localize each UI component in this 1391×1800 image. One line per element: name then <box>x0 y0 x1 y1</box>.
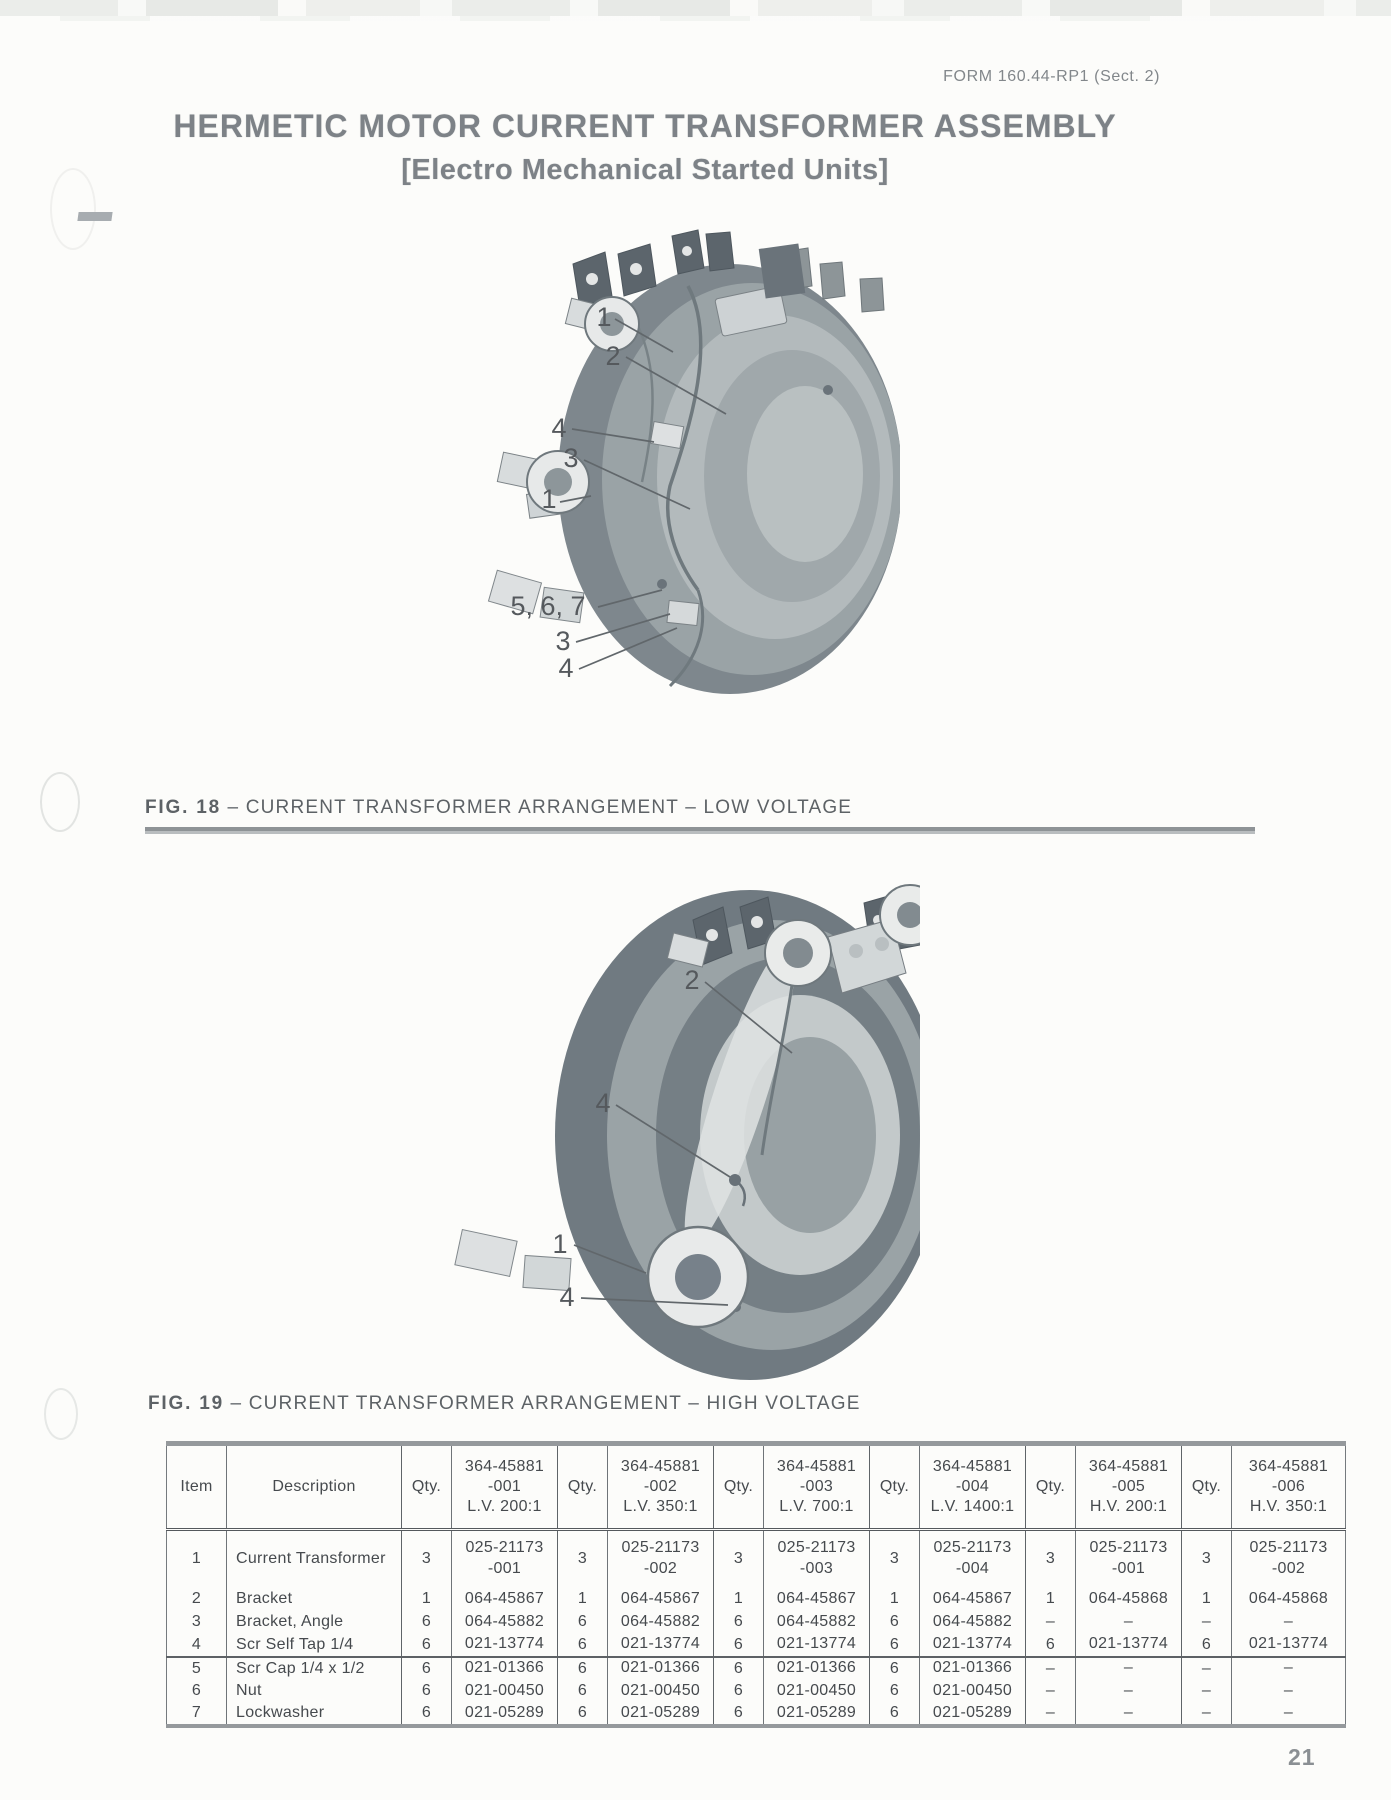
item-cell: 4 <box>191 1635 202 1653</box>
callout-label: 5, 6, 7 <box>510 591 586 621</box>
qty-cell: 1 <box>714 1588 764 1611</box>
col-header-model: 364-45881 -004 L.V. 1400:1 <box>920 1444 1026 1530</box>
part-number-cell: 025-21173 -002 <box>1232 1530 1346 1588</box>
qty-cell: – <box>1026 1611 1076 1634</box>
part-number-cell: 025-21173 -004 <box>920 1530 1026 1588</box>
col-header-model: 364-45881 -001 L.V. 200:1 <box>452 1444 558 1530</box>
item-cell: 6 <box>191 1682 202 1699</box>
col-header-qty: Qty. <box>1026 1444 1076 1530</box>
part-number-cell: 064-45867 <box>920 1588 1026 1611</box>
qty-cell: – <box>1026 1680 1076 1703</box>
qty-cell: 6 <box>402 1657 452 1680</box>
callout-label: 4 <box>551 413 567 443</box>
callout-label: 1 <box>541 484 557 514</box>
qty-cell: – <box>1182 1657 1232 1680</box>
qty-cell: 6 <box>402 1611 452 1634</box>
qty-cell: 6 <box>402 1634 452 1657</box>
part-number-cell: – <box>1232 1703 1346 1726</box>
qty-cell: 1 <box>558 1588 608 1611</box>
part-number-cell: – <box>1232 1680 1346 1703</box>
qty-cell: 6 <box>870 1657 920 1680</box>
qty-cell: 6 <box>558 1680 608 1703</box>
qty-cell: 3 <box>402 1530 452 1588</box>
table-row <box>167 1634 1346 1657</box>
figure-18-label: FIG. 18 <box>145 797 221 818</box>
part-number-cell: 021-01366 <box>764 1657 870 1680</box>
figure-19-caption <box>148 1393 861 1415</box>
part-number-cell: 021-13774 <box>608 1634 714 1657</box>
col-header-qty: Qty. <box>1182 1444 1232 1530</box>
qty-cell: 1 <box>1182 1588 1232 1611</box>
qty-cell: 1 <box>1026 1588 1076 1611</box>
page-number: 21 <box>1288 1744 1316 1770</box>
col-header-item: Item <box>167 1444 227 1530</box>
description-cell: Nut <box>227 1680 402 1703</box>
part-number-cell: 064-45867 <box>608 1588 714 1611</box>
figure-18-illustration <box>430 224 900 694</box>
part-number-cell: 021-13774 <box>452 1634 558 1657</box>
table-row <box>167 1588 1346 1611</box>
part-number-cell: 025-21173 -003 <box>764 1530 870 1588</box>
col-header-qty: Qty. <box>402 1444 452 1530</box>
part-number-cell: 021-01366 <box>920 1657 1026 1680</box>
part-number-cell: 021-00450 <box>764 1680 870 1703</box>
col-header-qty: Qty. <box>870 1444 920 1530</box>
col-header-model: 364-45881 -002 L.V. 350:1 <box>608 1444 714 1530</box>
callout-label: 1 <box>596 302 612 332</box>
part-number-cell: – <box>1076 1703 1182 1726</box>
col-header-qty: Qty. <box>714 1444 764 1530</box>
part-number-cell: 021-00450 <box>452 1680 558 1703</box>
qty-cell: 6 <box>714 1634 764 1657</box>
part-number-cell: 064-45868 <box>1076 1588 1182 1611</box>
title-block <box>150 108 1140 187</box>
table-row <box>167 1657 1346 1680</box>
figure-19-illustration <box>440 845 920 1385</box>
parts-table <box>166 1441 1346 1728</box>
part-number-cell: 021-00450 <box>608 1680 714 1703</box>
figure-18-caption <box>145 797 852 819</box>
part-number-cell: 064-45867 <box>452 1588 558 1611</box>
qty-cell: 6 <box>714 1657 764 1680</box>
parts-table-body <box>167 1530 1346 1726</box>
part-number-cell: – <box>1076 1611 1182 1634</box>
part-number-cell: 021-01366 <box>608 1657 714 1680</box>
qty-cell: – <box>1026 1703 1076 1726</box>
table-row <box>167 1611 1346 1634</box>
item-cell: 2 <box>191 1590 202 1607</box>
description-cell: Bracket <box>227 1588 402 1611</box>
part-number-cell: – <box>1076 1680 1182 1703</box>
callout-label: 2 <box>605 341 621 371</box>
col-header-description: Description <box>227 1444 402 1530</box>
callout-label: 1 <box>552 1229 568 1259</box>
part-number-cell: 021-13774 <box>764 1634 870 1657</box>
part-number-cell: 021-05289 <box>608 1703 714 1726</box>
qty-cell: 6 <box>558 1657 608 1680</box>
qty-cell: – <box>1182 1680 1232 1703</box>
page-title: HERMETIC MOTOR CURRENT TRANSFORMER ASSEMBLY <box>173 108 1117 144</box>
table-header-row <box>167 1444 1346 1530</box>
part-number-cell: 025-21173 -001 <box>1076 1530 1182 1588</box>
part-number-cell: 021-00450 <box>920 1680 1026 1703</box>
col-header-model: 364-45881 -003 L.V. 700:1 <box>764 1444 870 1530</box>
figure-18-caption-text: – CURRENT TRANSFORMER ARRANGEMENT – LOW VOLTAGE <box>227 797 853 818</box>
qty-cell: 3 <box>558 1530 608 1588</box>
col-header-qty: Qty. <box>558 1444 608 1530</box>
qty-cell: – <box>1182 1611 1232 1634</box>
table-row <box>167 1680 1346 1703</box>
description-cell: Lockwasher <box>227 1703 402 1726</box>
part-number-cell: 021-01366 <box>452 1657 558 1680</box>
motor-assembly-drawing-high-voltage <box>440 845 920 1385</box>
part-number-cell: 021-13774 <box>1076 1634 1182 1657</box>
qty-cell: 3 <box>714 1530 764 1588</box>
part-number-cell: 021-05289 <box>452 1703 558 1726</box>
description-cell: Scr Self Tap 1/4 <box>227 1634 402 1657</box>
qty-cell: 6 <box>402 1703 452 1726</box>
qty-cell: 3 <box>1182 1530 1232 1588</box>
page-subtitle: [Electro Mechanical Started Units] <box>401 154 889 186</box>
item-cell: 3 <box>191 1613 202 1630</box>
part-number-cell: 064-45868 <box>1232 1588 1346 1611</box>
figure-19-label: FIG. 19 <box>148 1393 224 1414</box>
scan-artifact-strip <box>0 0 1391 16</box>
description-cell: Current Transformer <box>227 1530 402 1588</box>
part-number-cell: 064-45882 <box>452 1611 558 1634</box>
callout-label: 4 <box>558 653 574 683</box>
part-number-cell: 021-05289 <box>920 1703 1026 1726</box>
qty-cell: 6 <box>870 1703 920 1726</box>
part-number-cell: 064-45882 <box>764 1611 870 1634</box>
qty-cell: – <box>1182 1703 1232 1726</box>
qty-cell: 6 <box>714 1703 764 1726</box>
qty-cell: 6 <box>714 1680 764 1703</box>
qty-cell: 6 <box>558 1703 608 1726</box>
part-number-cell: – <box>1232 1611 1346 1634</box>
punch-mark <box>50 168 96 250</box>
qty-cell: 6 <box>558 1634 608 1657</box>
motor-assembly-drawing-low-voltage <box>430 224 900 694</box>
part-number-cell: 021-05289 <box>764 1703 870 1726</box>
table-row <box>167 1530 1346 1588</box>
part-number-cell: – <box>1076 1657 1182 1680</box>
qty-cell: 3 <box>870 1530 920 1588</box>
qty-cell: 1 <box>870 1588 920 1611</box>
qty-cell: 6 <box>558 1611 608 1634</box>
part-number-cell: 025-21173 -002 <box>608 1530 714 1588</box>
table-row <box>167 1703 1346 1726</box>
callout-label: 3 <box>563 443 579 473</box>
part-number-cell: 021-13774 <box>1232 1634 1346 1657</box>
item-cell: 5 <box>167 1657 227 1680</box>
qty-cell: 3 <box>1026 1530 1076 1588</box>
description-cell: Scr Cap 1/4 x 1/2 <box>227 1657 402 1680</box>
qty-cell: 6 <box>1026 1634 1076 1657</box>
part-number-cell: 064-45882 <box>920 1611 1026 1634</box>
caption-divider <box>145 827 1255 834</box>
form-number: FORM 160.44-RP1 (Sect. 2) <box>943 68 1160 85</box>
callout-label: 4 <box>595 1088 611 1118</box>
col-header-model: 364-45881 -006 H.V. 350:1 <box>1232 1444 1346 1530</box>
item-cell: 7 <box>191 1704 202 1721</box>
qty-cell: 6 <box>714 1611 764 1634</box>
scan-artifact-strip <box>60 16 1260 21</box>
qty-cell: 6 <box>1182 1634 1232 1657</box>
qty-cell: 1 <box>402 1588 452 1611</box>
callout-label: 2 <box>684 965 700 995</box>
current-transformer-toroid-lower <box>648 1227 748 1327</box>
punch-mark <box>40 772 80 832</box>
qty-cell: 6 <box>870 1611 920 1634</box>
part-number-cell: – <box>1232 1657 1346 1680</box>
part-number-cell: 064-45867 <box>764 1588 870 1611</box>
description-cell: Bracket, Angle <box>227 1611 402 1634</box>
callout-label: 3 <box>555 626 571 656</box>
callout-label: 4 <box>559 1282 575 1312</box>
qty-cell: 6 <box>870 1634 920 1657</box>
qty-cell: – <box>1026 1657 1076 1680</box>
punch-mark <box>44 1388 78 1440</box>
part-number-cell: 021-13774 <box>920 1634 1026 1657</box>
qty-cell: 6 <box>402 1680 452 1703</box>
pen-mark <box>77 212 112 221</box>
qty-cell: 6 <box>870 1680 920 1703</box>
part-number-cell: 025-21173 -001 <box>452 1530 558 1588</box>
item-cell: 1 <box>191 1550 202 1568</box>
col-header-model: 364-45881 -005 H.V. 200:1 <box>1076 1444 1182 1530</box>
part-number-cell: 064-45882 <box>608 1611 714 1634</box>
figure-19-caption-text: – CURRENT TRANSFORMER ARRANGEMENT – HIGH VOLTAGE <box>230 1393 861 1414</box>
